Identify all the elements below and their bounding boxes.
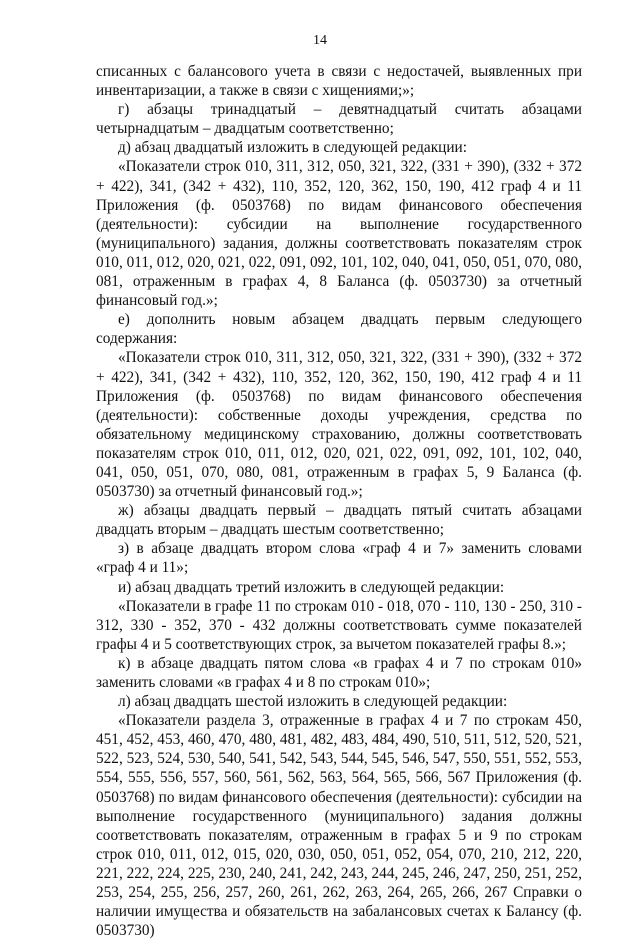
paragraph: ж) абзацы двадцать первый – двадцать пятый считать абзацами двадцать вторым – двадцать шестым соответственно; [96, 502, 582, 539]
paragraph: «Показатели в графе 11 по строкам 010 - 018, 070 - 110, 130 - 250, 310 - 312, 330 - 352, 370 - 432 должны соответствовать сумме показателей графы 4 и 5 соответствующих строк, за вычетом показателей графы 8.»; [96, 597, 582, 653]
paragraph: д) абзац двадцатый изложить в следующей редакции: [118, 139, 467, 157]
paragraph: «Показатели строк 010, 311, 312, 050, 321, 322, (331 + 390), (332 + 372 + 422), 341, (342 + 432), 110, 352, 120, 362, 150, 190, 412 граф 4 и 11 Приложения (ф. 0503768) по видам финансового обеспечения (деятельности): собственные доходы учреждения, средства по обязательному медицинскому страхованию, должны соответствовать показателям строк 010, 011, 012, 020, 021, 022, 091, 092, 101, 102, 040, 041, 050, 051, 070, 080, 081, отраженным в графах 5, 9 Баланса (ф. 0503730) за отчетный финансовый год.»; [96, 349, 582, 501]
paragraph: к) в абзаце двадцать пятом слова «в графах 4 и 7 по строкам 010» заменить словами «в графах 4 и 8 по строкам 010»; [96, 654, 582, 691]
document-body [96, 62, 582, 940]
paragraph: «Показатели строк 010, 311, 312, 050, 321, 322, (331 + 390), (332 + 372 + 422), 341, (342 + 432), 110, 352, 120, 362, 150, 190, 412 граф 4 и 11 Приложения (ф. 0503768) по видам финансового обеспечения (деятельности): субсидии на выполнение государственного (муниципального) задания, должны соответствовать показателям строк 010, 011, 012, 020, 021, 022, 091, 092, 101, 102, 040, 041, 050, 051, 070, 080, 081, отраженным в графах 4, 8 Баланса (ф. 0503730) за отчетный финансовый год.»; [96, 158, 582, 310]
paragraph: з) в абзаце двадцать втором слова «граф 4 и 7» заменить словами «граф 4 и 11»; [96, 540, 582, 577]
paragraph: е) дополнить новым абзацем двадцать первым следующего содержания: [96, 311, 582, 348]
paragraph: л) абзац двадцать шестой изложить в следующей редакции: [118, 693, 508, 711]
page-number: 14 [313, 33, 327, 48]
paragraph: г) абзацы тринадцатый – девятнадцатый считать абзацами четырнадцатым – двадцатым соответственно; [96, 101, 582, 138]
paragraph: и) абзац двадцать третий изложить в следующей редакции: [118, 578, 505, 596]
paragraph: «Показатели раздела 3, отраженные в графах 4 и 7 по строкам 450, 451, 452, 453, 460, 470, 480, 481, 482, 483, 484, 490, 510, 511, 512, 520, 521, 522, 523, 524, 530, 540, 541, 542, 543, 544, 545, 546, 547, 550, 551, 552, 553, 554, 555, 556, 557, 560, 561, 562, 563, 564, 565, 566, 567 Приложения (ф. 0503768) по видам финансового обеспечения (деятельности): субсидии на выполнение государственного (муниципального) задания должны соответствовать показателям, отраженным в графах 5 и 9 по строкам строк 010, 011, 012, 015, 020, 030, 050, 051, 052, 054, 070, 210, 212, 220, 221, 222, 224, 225, 230, 240, 241, 242, 243, 244, 245, 246, 247, 250, 251, 252, 253, 254, 255, 256, 257, 260, 261, 262, 263, 264, 265, 266, 267 Справки о наличии имущества и обязательств на забалансовых счетах к Балансу (ф. 0503730) [96, 712, 582, 940]
paragraph: списанных с балансового учета в связи с недостачей, выявленных при инвентаризации, а также в связи с хищениями;»; [96, 63, 582, 100]
